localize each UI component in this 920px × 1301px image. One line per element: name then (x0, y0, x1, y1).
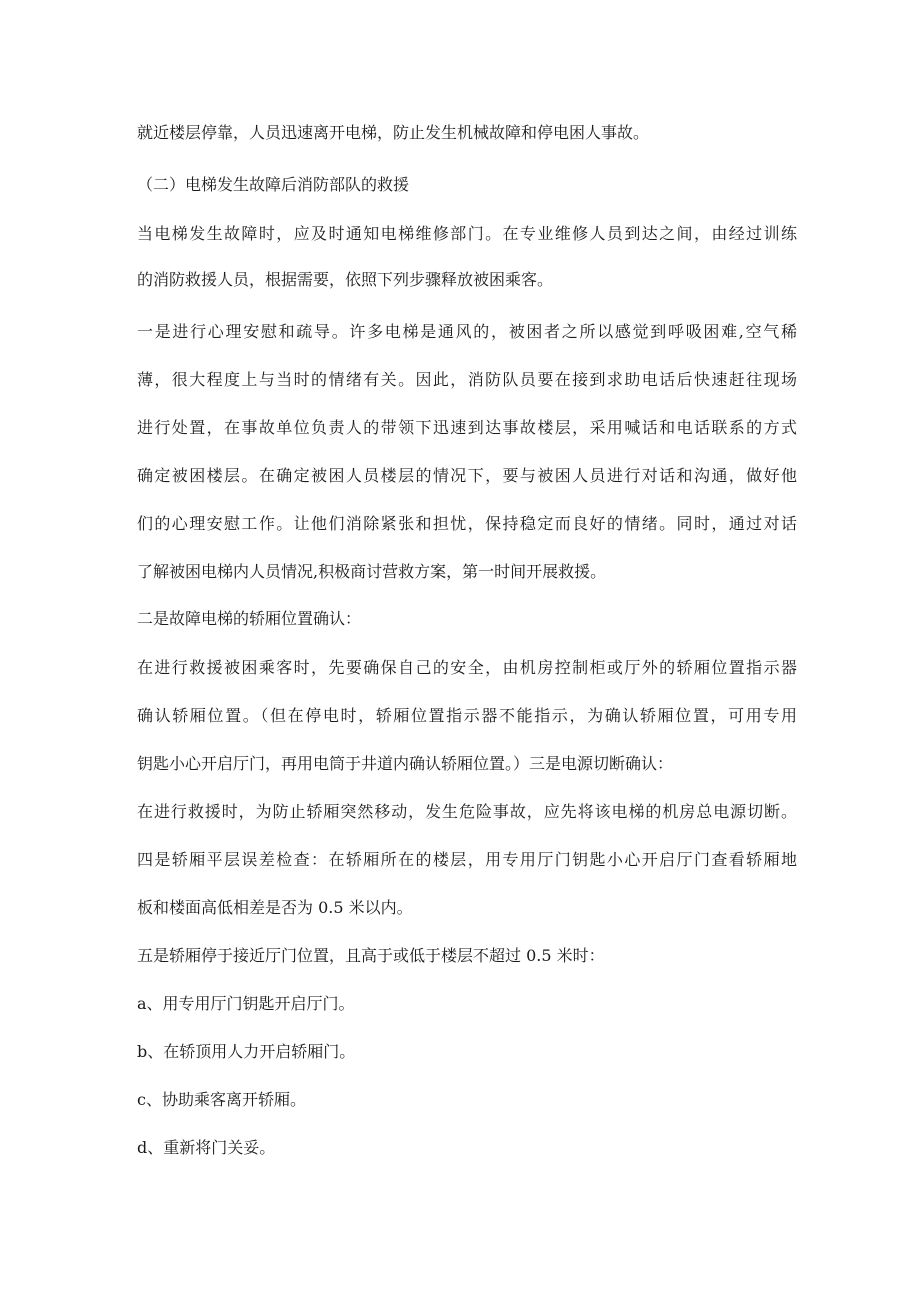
text-line-8: 确定被困楼层。在确定被困人员楼层的情况下，要与被困人员进行对话和沟通，做好他 (137, 466, 797, 485)
section-heading: （二）电梯发生故障后消防部队的救援 (137, 175, 410, 194)
text-line-16: 四是轿厢平层误差检查：在轿厢所在的楼层，用专用厅门钥匙小心开启厅门查看轿厢地 (137, 850, 797, 869)
text-line-10: 了解被困电梯内人员情况,积极商讨营救方案，第一时间开展救援。 (137, 562, 607, 581)
list-item-b: b、在轿顶用人力开启轿厢门。 (137, 1042, 356, 1061)
list-item-d: d、重新将门关妥。 (137, 1138, 276, 1157)
text-line-9: 们的心理安慰工作。让他们消除紧张和担忧，保持稳定而良好的情绪。同时，通过对话 (137, 514, 797, 533)
text-line-6: 薄，很大程度上与当时的情绪有关。因此，消防队员要在接到求助电话后快速赶往现场 (137, 370, 797, 389)
text-line-3: 当电梯发生故障时，应及时通知电梯维修部门。在专业维修人员到达之间，由经过训练 (137, 224, 797, 243)
text-line-4: 的消防救援人员，根据需要，依照下列步骤释放被困乘客。 (137, 270, 554, 289)
text-line-18: 五是轿厢停于接近厅门位置，且高于或低于楼层不超过 0.5 米时： (137, 946, 605, 965)
list-item-a: a、用专用厅门钥匙开启厅门。 (137, 994, 355, 1013)
text-line-5: 一是进行心理安慰和疏导。许多电梯是通风的，被困者之所以感觉到呼吸困难,空气稀 (137, 322, 797, 341)
list-item-c: c、协助乘客离开轿厢。 (137, 1090, 306, 1109)
text-line-14: 钥匙小心开启厅门，再用电筒于井道内确认轿厢位置。）三是电源切断确认： (137, 754, 674, 773)
text-line-7: 进行处置，在事故单位负责人的带领下迅速到达事故楼层，采用喊话和电话联系的方式 (137, 418, 797, 437)
text-line-17: 板和楼面高低相差是否为 0.5 米以内。 (137, 898, 413, 917)
text-line-1: 就近楼层停靠，人员迅速离开电梯，防止发生机械故障和停电困人事故。 (137, 123, 650, 142)
text-line-13: 确认轿厢位置。（但在停电时，轿厢位置指示器不能指示，为确认轿厢位置，可用专用 (137, 706, 797, 725)
text-line-12: 在进行救援被困乘客时，先要确保自己的安全，由机房控制柜或厅外的轿厢位置指示器 (137, 658, 797, 677)
text-line-15: 在进行救援时，为防止轿厢突然移动，发生危险事故，应先将该电梯的机房总电源切断。 (137, 802, 797, 821)
text-line-11: 二是故障电梯的轿厢位置确认： (137, 609, 362, 628)
